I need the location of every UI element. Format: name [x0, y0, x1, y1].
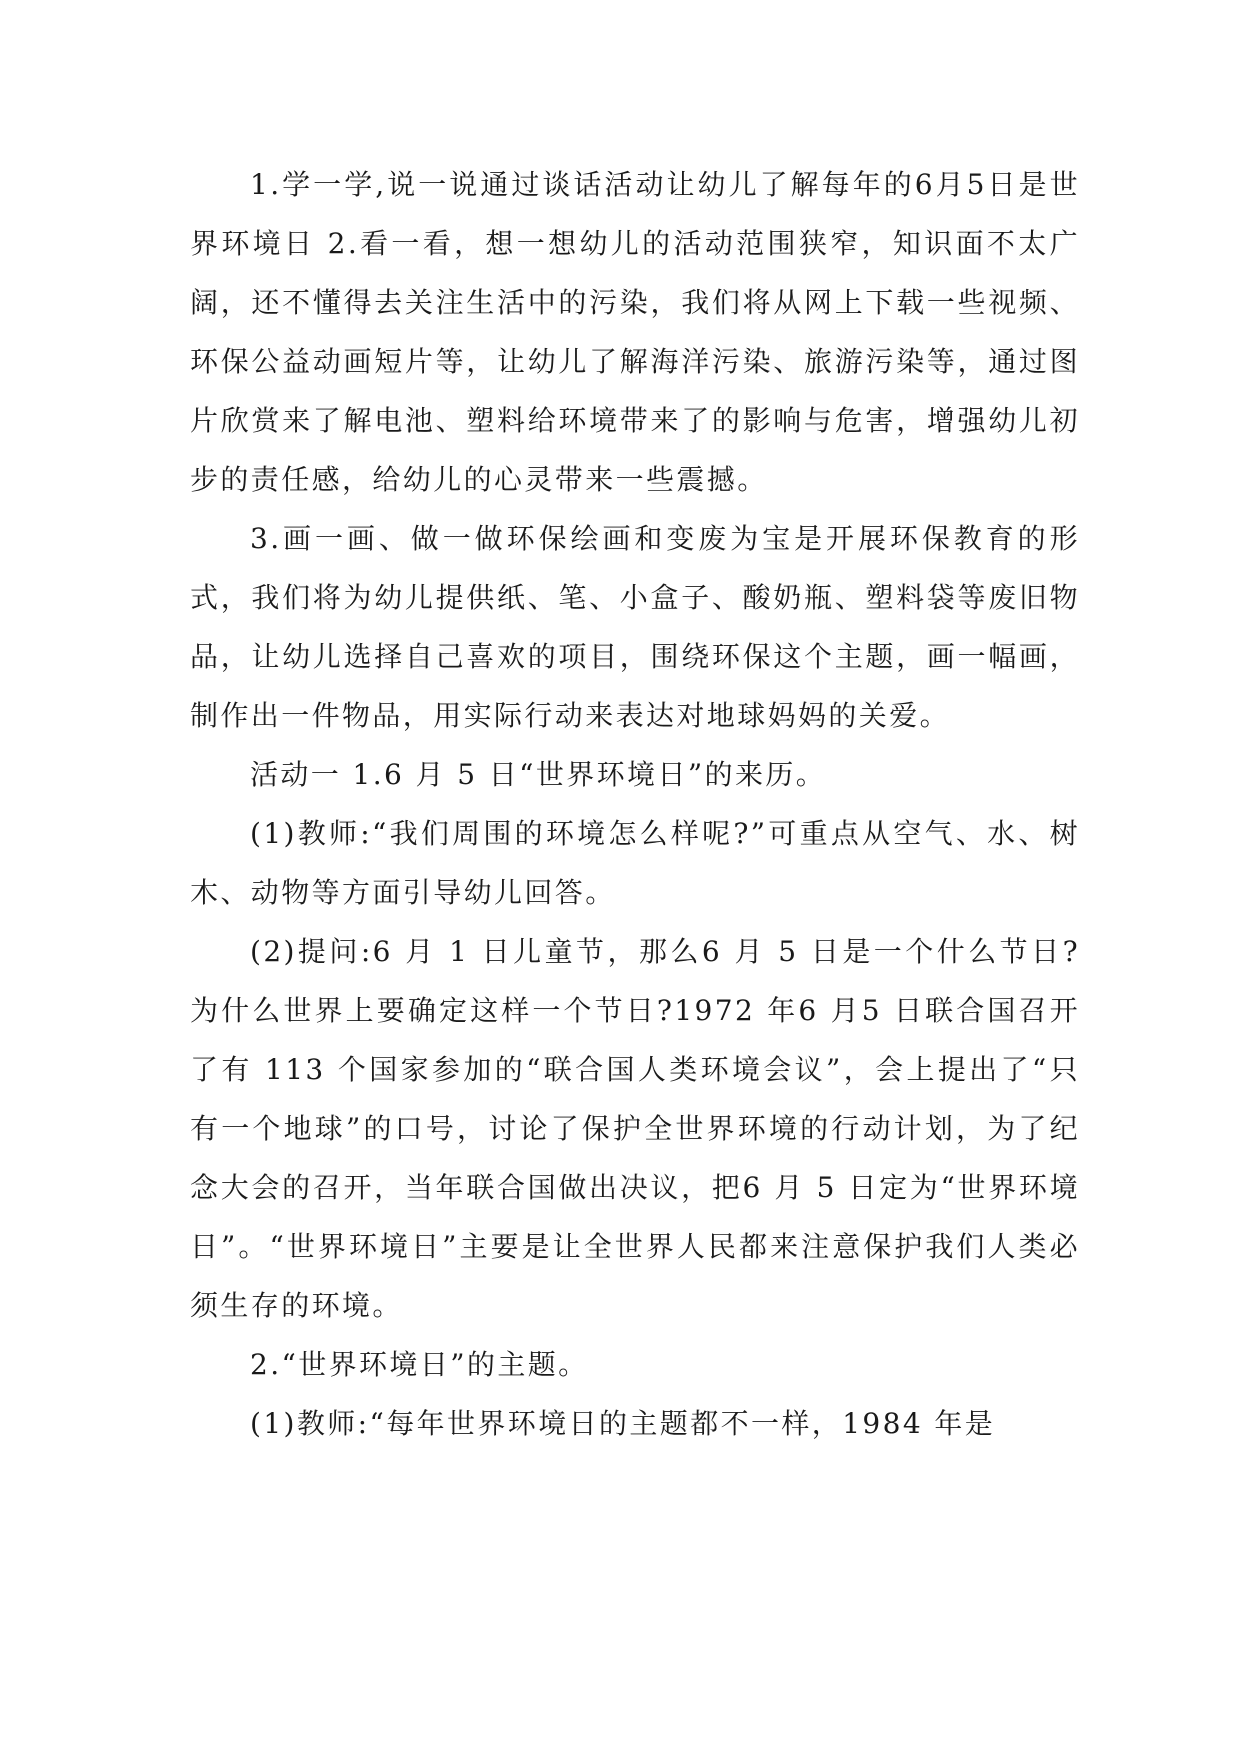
paragraph-drawing-crafts: 3.画一画、做一做环保绘画和变废为宝是开展环保教育的形式，我们将为幼儿提供纸、笔、小盒子、酸奶瓶、塑料袋等废旧物品，让幼儿选择自己喜欢的项目，围绕环保这个主题，画一幅画，制作出一件物品，用实际行动来表达对地球妈妈的关爱。: [190, 522, 1080, 732]
paragraph-history: (2)提问:6 月 1 日儿童节，那么6 月 5 日是一个什么节日?为什么世界上要确定这样一个节日?1972 年6 月5 日联合国召开了有 113 个国家参加的“联合国人类环境会议”，会上提出了“只有一个地球”的口号，讨论了保护全世界环境的行动计划，为了纪念大会的召开，当年联合国做出决议，把6 月 5 日定为“世界环境日”。“世界环境日”主要是让全世界人民都来注意保护我们人类必须生存的环境。: [190, 935, 1080, 1322]
paragraph-activity-one-heading: 活动一 1.6 月 5 日“世界环境日”的来历。: [250, 758, 827, 791]
document-body: [190, 155, 1080, 1453]
paragraph-activity-intro: 1.学一学,说一说通过谈话活动让幼儿了解每年的6月5日是世界环境日 2.看一看，想一想幼儿的活动范围狭窄，知识面不太广阔，还不懂得去关注生活中的污染，我们将从网上下载一些视频、环保公益动画短片等，让幼儿了解海洋污染、旅游污染等，通过图片欣赏来了解电池、塑料给环境带来了的影响与危害，增强幼儿初步的责任感，给幼儿的心灵带来一些震撼。: [190, 168, 1080, 496]
paragraph-teacher-question: (1)教师:“我们周围的环境怎么样呢?”可重点从空气、水、树木、动物等方面引导幼儿回答。: [190, 817, 1080, 909]
paragraph-theme-teacher: (1)教师:“每年世界环境日的主题都不一样，1984 年是: [250, 1407, 996, 1440]
paragraph-theme-heading: 2.“世界环境日”的主题。: [250, 1348, 589, 1381]
